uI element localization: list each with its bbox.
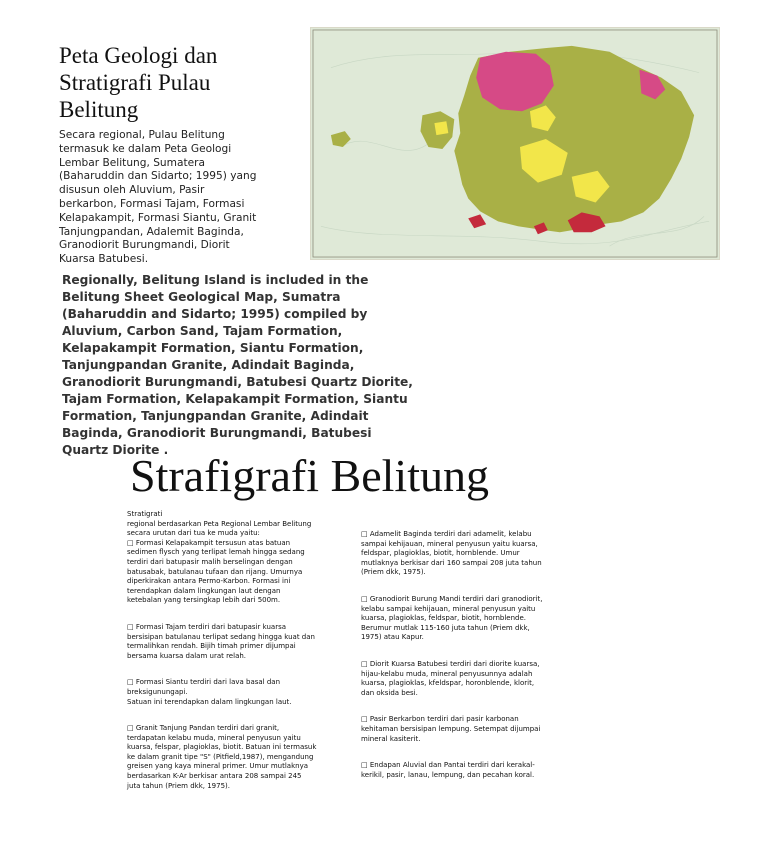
section-title: Strafigrafi Belitung <box>130 450 489 501</box>
intro-paragraph-id: Secara regional, Pulau Belitung termasuk ke dalam Peta Geologi Lembar Belitung, Sumatera (Baharuddin dan Sidarto; 1995) yang disusun oleh Aluvium, Pasir berkarbon, Formasi Tajam, Formasi Kelapakampit, Formasi Siantu, Granit Tanjungpandan, Adalemit Baginda, Granodiorit Burungmandi, Diorit Kuarsa Batubesi. <box>59 129 257 266</box>
geological-map-image <box>310 27 720 260</box>
stratigraphy-item: □ Pasir Berkarbon terdiri dari pasir karbonan kehitaman bersisipan lempung. Setempat dijumpai mineral kasiterit. <box>361 715 541 743</box>
stratigraphy-item: Stratigrati regional berdasarkan Peta Regional Lembar Belitung secara urutan dari tua ke muda yaitu: □ Formasi Kelapakampit tersusun atas batuan sedimen flysch yang terlipat lemah hingga sedang terdiri dari batupasir malih berselingan dengan batusabak, batulanau tufaan dan rijang. Umurnya diperkirakan antara Permo-Karbon. Formasi ini terendapkan dalam lingkungan laut dengan ketebalan yang tersingkap lebih dari 500m. <box>127 510 312 605</box>
page-title: Peta Geologi dan Stratigrafi Pulau Belitung <box>59 43 218 122</box>
stratigraphy-item: □ Granit Tanjung Pandan terdiri dari granit, terdapatan kelabu muda, mineral penyusun yaitu kuarsa, felspar, plagioklas, biotit. Batuan ini termasuk ke dalam granit tipe "S" (Pitfield,1987), mengandung greisen yang kaya mineral primer. Umur mutlaknya berdasarkan K-Ar berkisar antara 208 sampai 245 juta tahun (Priem dkk, 1975). <box>127 724 317 790</box>
stratigraphy-item: □ Formasi Siantu terdiri dari lava basal dan breksigunungapi. Satuan ini terendapkan dalam lingkungan laut. <box>127 678 292 706</box>
stratigraphy-item: □ Formasi Tajam terdiri dari batupasir kuarsa bersisipan batulanau terlipat sedang hingga kuat dan termalihkan rendah. Bijih timah primer dijumpai bersama kuarsa dalam urat relah. <box>127 622 315 660</box>
stratigraphy-item: □ Endapan Aluvial dan Pantai terdiri dari kerakal-kerikil, pasir, lanau, lempung, dan pecahan koral. <box>361 761 535 779</box>
stratigraphy-column-left <box>127 510 317 791</box>
intro-paragraph-en: Regionally, Belitung Island is included in the Belitung Sheet Geological Map, Sumatra (Baharuddin and Sidarto; 1995) compiled by Aluvium, Carbon Sand, Tajam Formation, Kelapakampit Formation, Siantu Formation, Tanjungpandan Granite, Adindait Baginda, Granodiorit Burungmandi, Batubesi Quartz Diorite, Tajam Formation, Kelapakampit Formation, Siantu Formation, Tanjungpandan Granite, Adindait Baginda, Granodiorit Burungmandi, Batubesi Quartz Diorite . <box>62 273 413 457</box>
map-sand-4 <box>434 121 448 135</box>
stratigraphy-item: □ Adamelit Baginda terdiri dari adamelit, kelabu sampai kehijauan, mineral penyusun yaitu kuarsa, feldspar, plagioklas, biotit, hornblende. Umur mutlaknya berkisar dari 160 sampai 208 juta tahun (Priem dkk, 1975). <box>361 530 542 577</box>
stratigraphy-item: □ Granodiorit Burung Mandi terdiri dari granodiorit, kelabu sampai kehijauan, mineral penyusun yaitu kuarsa, plagioklas, feldspar, biotit, hornblende. Berumur mutlak 115-160 juta tahun (Priem dkk, 1975) atau Kapur. <box>361 594 543 642</box>
stratigraphy-item: □ Diorit Kuarsa Batubesi terdiri dari diorite kuarsa, hijau-kelabu muda, mineral penyusunnya adalah kuarsa, plagioklas, kfeldspar, horonblende, klorit, dan oksida besi. <box>361 659 540 697</box>
stratigraphy-column-right <box>361 530 543 780</box>
